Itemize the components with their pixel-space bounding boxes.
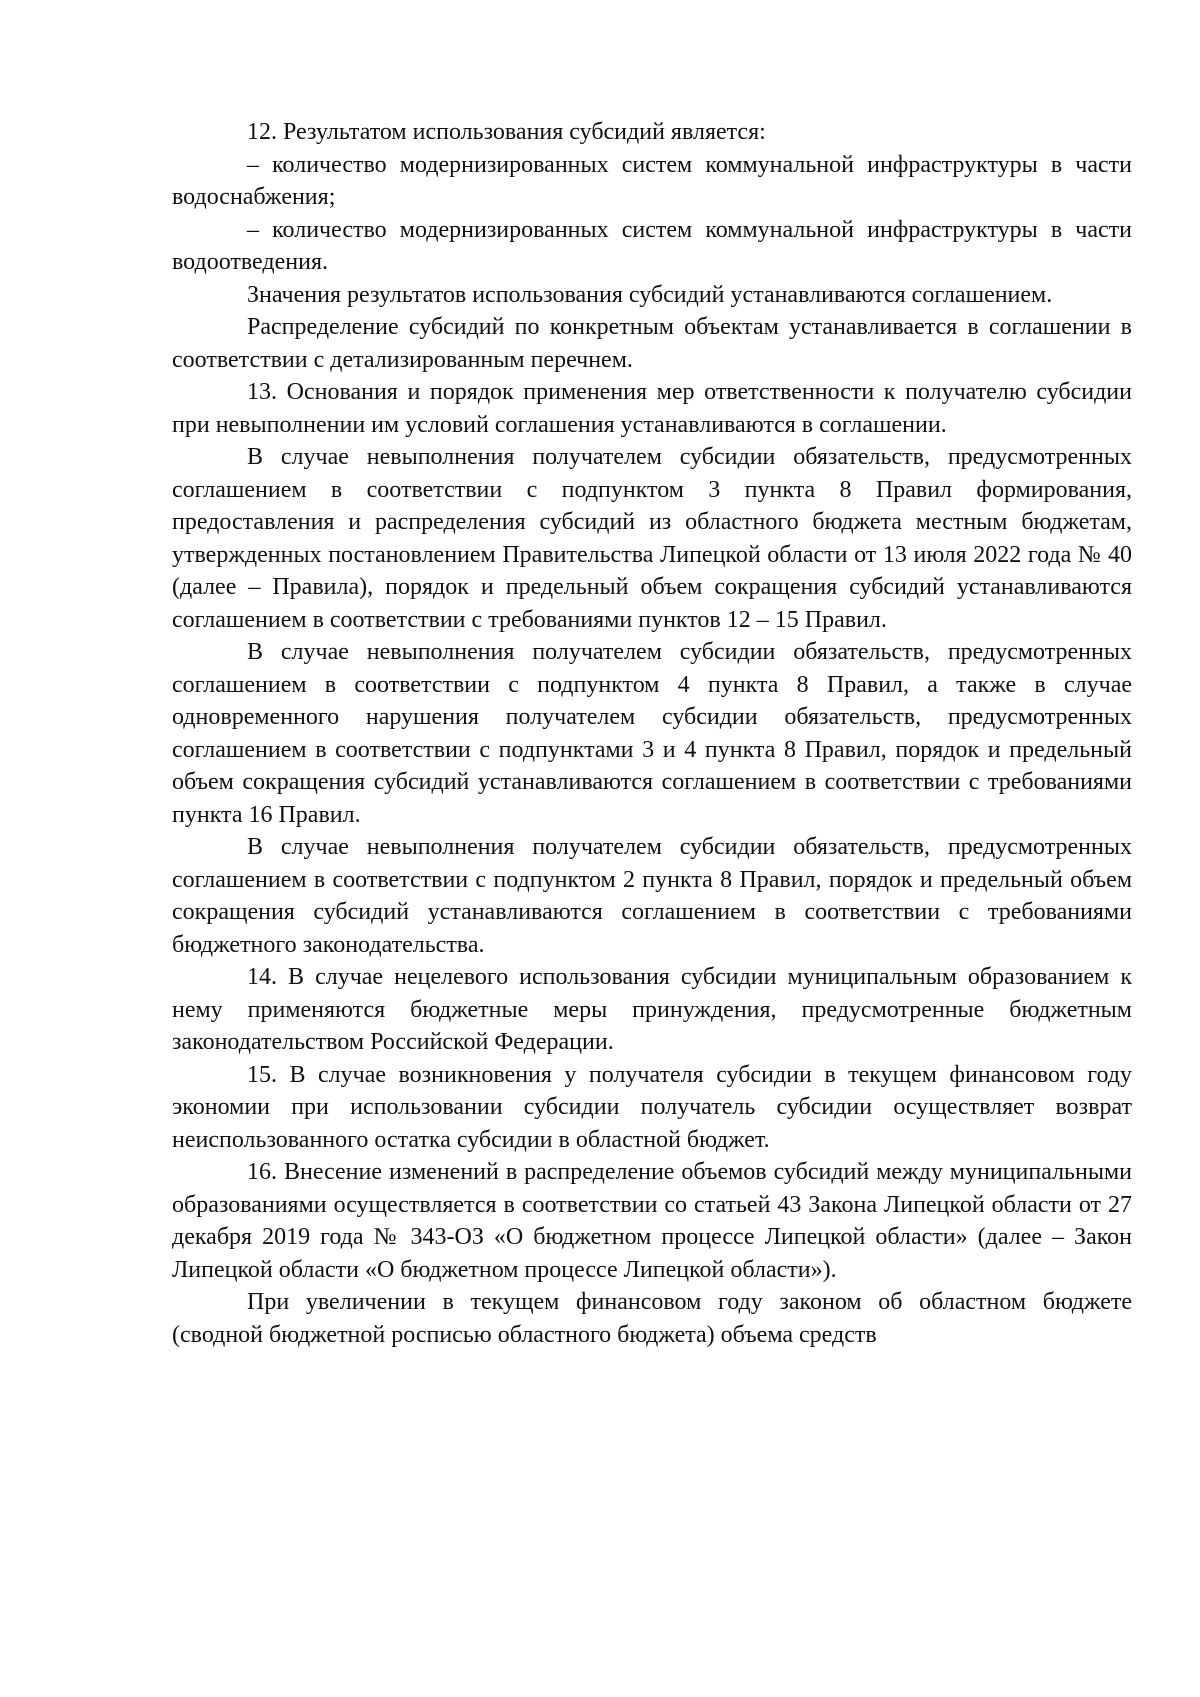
document-body: [172, 116, 1132, 1351]
paragraph-water-disposal-systems: – количество модернизированных систем коммунальной инфраструктуры в части водоотведения.: [172, 216, 1132, 275]
paragraph-water-supply-systems: – количество модернизированных систем коммунальной инфраструктуры в части водоснабжения;: [172, 151, 1132, 210]
paragraph-subsidy-distribution: Распределение субсидий по конкретным объектам устанавливается в соглашении в соответствии с детализированным перечнем.: [172, 314, 1132, 373]
paragraph-subclause-4-violation: В случае невыполнения получателем субсидии обязательств, предусмотренных соглашением в соответствии с подпунктом 4 пункта 8 Правил, а также в случае одновременного нарушения получателем субсидии обязательств, предусмотренных соглашением в соответствии с подпунктами 3 и 4 пункта 8 Правил, порядок и предельный объем сокращения субсидий устанавливаются соглашением в соответствии с требованиями пункта 16 Правил.: [172, 639, 1132, 828]
paragraph-15-savings: 15. В случае возникновения у получателя субсидии в текущем финансовом году экономии при использовании субсидии получатель субсидии осуществляет возврат неиспользованного остатка субсидии в областной бюджет.: [172, 1061, 1132, 1153]
paragraph-budget-increase: При увеличении в текущем финансовом году законом об областном бюджете (сводной бюджетной росписью областного бюджета) объема средств: [172, 1289, 1132, 1348]
paragraph-12-result: 12. Результатом использования субсидий является:: [247, 119, 766, 145]
paragraph-16-changes: 16. Внесение изменений в распределение объемов субсидий между муниципальными образованиями осуществляется в соответствии со статьей 43 Закона Липецкой области от 27 декабря 2019 года № 343-ОЗ «О бюджетном процессе Липецкой области» (далее – Закон Липецкой области «О бюджетном процессе Липецкой области»).: [172, 1159, 1132, 1283]
paragraph-subclause-3-violation: В случае невыполнения получателем субсидии обязательств, предусмотренных соглашением в соответствии с подпунктом 3 пункта 8 Правил формирования, предоставления и распределения субсидий из областного бюджета местным бюджетам, утвержденных постановлением Правительства Липецкой области от 13 июля 2022 года № 40 (далее – Правила), порядок и предельный объем сокращения субсидий устанавливаются соглашением в соответствии с требованиями пунктов 12 – 15 Правил.: [172, 444, 1132, 633]
paragraph-13-responsibility: 13. Основания и порядок применения мер ответственности к получателю субсидии при невыполнении им условий соглашения устанавливаются в соглашении.: [172, 379, 1132, 438]
paragraph-result-values: Значения результатов использования субсидий устанавливаются соглашением.: [247, 281, 1053, 308]
paragraph-14-misuse: 14. В случае нецелевого использования субсидии муниципальным образованием к нему применяются бюджетные меры принуждения, предусмотренные бюджетным законодательством Российской Федерации.: [172, 964, 1132, 1055]
paragraph-subclause-2-violation: В случае невыполнения получателем субсидии обязательств, предусмотренных соглашением в соответствии с подпунктом 2 пункта 8 Правил, порядок и предельный объем сокращения субсидий устанавливаются соглашением в соответствии с требованиями бюджетного законодательства.: [172, 834, 1132, 958]
